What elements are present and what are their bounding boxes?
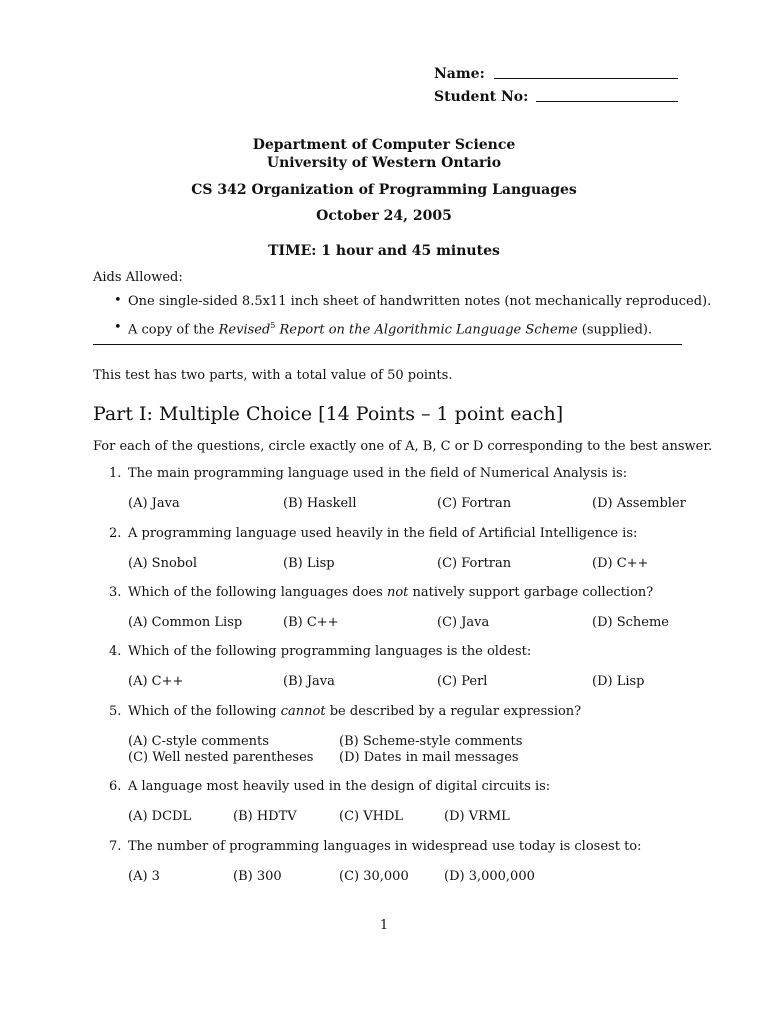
option-c[interactable]: (C) Fortran: [437, 556, 512, 571]
question-text: [128, 704, 581, 719]
aids-item-report-revised: Revised: [218, 322, 271, 338]
exam-time: TIME: 1 hour and 45 minutes: [268, 243, 500, 259]
option-a[interactable]: (A) Java: [128, 496, 180, 511]
question-number: 2.: [109, 526, 122, 541]
option-d[interactable]: (D) VRML: [444, 809, 510, 824]
aids-item-report-prefix: A copy of the: [128, 322, 219, 338]
aids-heading: Aids Allowed:: [93, 270, 183, 285]
option-a[interactable]: (A) 3: [128, 869, 160, 884]
option-d[interactable]: (D) Assembler: [592, 496, 686, 511]
question-text: A language most heavily used in the design of digital circuits is:: [128, 779, 551, 794]
student-no-blank: [536, 101, 678, 102]
question-text-after: natively support garbage collection?: [408, 585, 654, 600]
option-d[interactable]: (D) 3,000,000: [444, 869, 535, 884]
option-d[interactable]: (D) C++: [592, 556, 649, 571]
aids-item-report-sup: 5: [270, 321, 276, 330]
option-d[interactable]: (D) Scheme: [592, 615, 669, 630]
option-b[interactable]: (B) Lisp: [283, 556, 335, 571]
name-blank: [494, 78, 678, 79]
option-a[interactable]: (A) C++: [128, 674, 184, 689]
question-number: 7.: [109, 839, 122, 854]
option-a[interactable]: (A) DCDL: [128, 809, 192, 824]
option-c[interactable]: (C) Perl: [437, 674, 488, 689]
question-text: The main programming language used in the field of Numerical Analysis is:: [128, 466, 628, 481]
question-text: A programming language used heavily in the field of Artificial Intelligence is:: [128, 526, 638, 541]
page-number: 1: [379, 918, 389, 933]
question-text-emphasis: not: [386, 585, 409, 600]
question-text: The number of programming languages in widespread use today is closest to:: [128, 839, 642, 854]
question-text: [128, 585, 653, 600]
course-title: CS 342 Organization of Programming Languages: [191, 182, 577, 198]
option-c[interactable]: (C) 30,000: [339, 869, 409, 884]
option-c[interactable]: (C) VHDL: [339, 809, 404, 824]
question-text-after: be described by a regular expression?: [325, 704, 582, 719]
test-intro: This test has two parts, with a total value of 50 points.: [93, 368, 453, 383]
section-divider: [93, 344, 682, 345]
option-b[interactable]: (B) C++: [283, 615, 339, 630]
student-no-label: Student No:: [434, 89, 529, 105]
option-c[interactable]: (C) Well nested parentheses: [128, 750, 314, 765]
option-b[interactable]: (B) 300: [233, 869, 282, 884]
question-number: 3.: [109, 585, 122, 600]
exam-date: October 24, 2005: [316, 208, 452, 224]
option-d[interactable]: (D) Dates in mail messages: [339, 750, 519, 765]
aids-item-report-suffix: (supplied).: [577, 322, 653, 338]
question-text-before: Which of the following languages does: [128, 585, 387, 600]
option-a[interactable]: (A) C-style comments: [128, 734, 269, 749]
part1-heading: Part I: Multiple Choice [14 Points – 1 point each]: [93, 403, 564, 425]
question-text-emphasis: cannot: [280, 704, 326, 719]
question-text-before: Which of the following: [128, 704, 281, 719]
part1-instructions: For each of the questions, circle exactly one of A, B, C or D corresponding to the best answer.: [93, 439, 713, 454]
question-number: 6.: [109, 779, 122, 794]
aids-item-notes: One single-sided 8.5x11 inch sheet of handwritten notes (not mechanically reproduced).: [128, 294, 712, 309]
aids-item-report: [128, 321, 652, 337]
department-title: Department of Computer Science: [252, 137, 516, 153]
bullet-icon: •: [114, 320, 122, 335]
name-label: Name:: [434, 66, 485, 82]
option-b[interactable]: (B) Java: [283, 674, 335, 689]
option-a[interactable]: (A) Common Lisp: [128, 615, 243, 630]
option-d[interactable]: (D) Lisp: [592, 674, 645, 689]
question-number: 1.: [109, 466, 122, 481]
option-b[interactable]: (B) Scheme-style comments: [339, 734, 523, 749]
question-number: 4.: [109, 644, 122, 659]
option-c[interactable]: (C) Fortran: [437, 496, 512, 511]
bullet-icon: •: [114, 293, 122, 308]
question-text: Which of the following programming languages is the oldest:: [128, 644, 532, 659]
option-b[interactable]: (B) Haskell: [283, 496, 357, 511]
option-c[interactable]: (C) Java: [437, 615, 490, 630]
university-title: University of Western Ontario: [266, 155, 502, 171]
question-number: 5.: [109, 704, 122, 719]
aids-item-report-title: Report on the Algorithmic Language Scheme: [275, 322, 578, 338]
option-a[interactable]: (A) Snobol: [128, 556, 198, 571]
option-b[interactable]: (B) HDTV: [233, 809, 297, 824]
